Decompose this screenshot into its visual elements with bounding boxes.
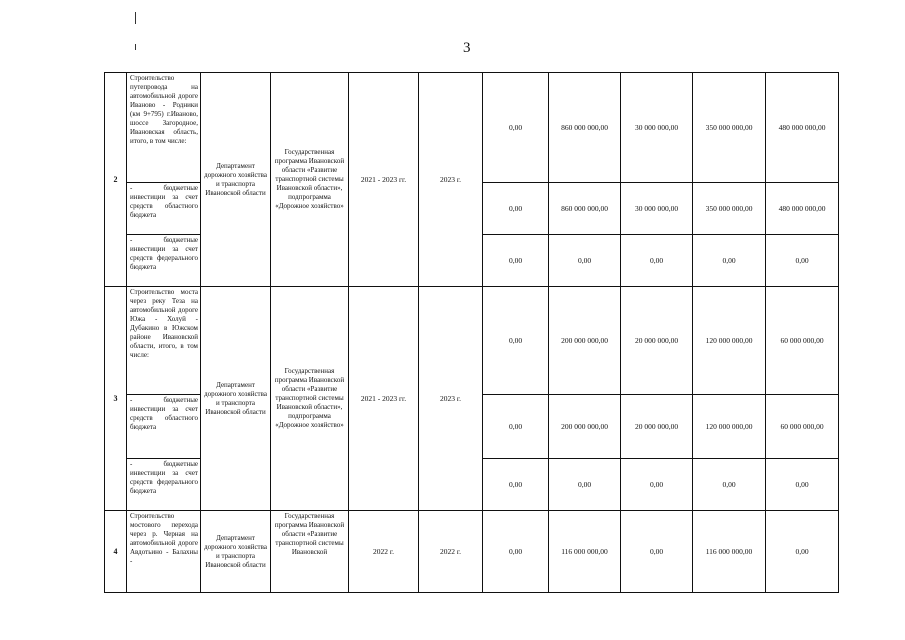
value-cell: 0,00 (483, 395, 549, 459)
value-cell: 116 000 000,00 (693, 511, 766, 593)
period-cell: 2022 г. (349, 511, 419, 593)
value-cell: 120 000 000,00 (693, 395, 766, 459)
object-name-cell: - бюджетные инвестиции за счет средств областного бюджета (127, 183, 201, 235)
row-number: 4 (105, 511, 127, 593)
value-cell: 20 000 000,00 (621, 287, 693, 395)
object-name-cell: - бюджетные инвестиции за счет средств федерального бюджета (127, 235, 201, 287)
object-name-cell: Строительство мостового перехода через р. Черная на автомобильной дороге Авдотьино - Балахны - (127, 511, 201, 593)
value-cell: 200 000 000,00 (549, 395, 621, 459)
value-cell: 0,00 (693, 459, 766, 511)
department-cell: Департамент дорожного хозяйства и транспорта Ивановской области (201, 511, 271, 593)
program-cell: Государственная программа Ивановской области «Развитие транспортной системы Ивановской (271, 511, 349, 593)
value-cell: 0,00 (483, 235, 549, 287)
value-cell: 350 000 000,00 (693, 183, 766, 235)
value-cell: 0,00 (483, 287, 549, 395)
value-cell: 116 000 000,00 (549, 511, 621, 593)
value-cell: 0,00 (483, 511, 549, 593)
year-cell: 2023 г. (419, 73, 483, 287)
value-cell: 0,00 (549, 235, 621, 287)
program-cell: Государственная программа Ивановской области «Развитие транспортной системы Ивановской области», подпрограмма «Дорожное хозяйство» (271, 287, 349, 511)
value-cell: 0,00 (483, 183, 549, 235)
value-cell: 0,00 (766, 511, 839, 593)
value-cell: 0,00 (621, 235, 693, 287)
object-name-cell: - бюджетные инвестиции за счет средств федерального бюджета (127, 459, 201, 511)
value-cell: 480 000 000,00 (766, 73, 839, 183)
row-number: 2 (105, 73, 127, 287)
year-cell: 2023 г. (419, 287, 483, 511)
scan-artifact-mark (135, 12, 136, 24)
table-row (105, 511, 839, 593)
value-cell: 350 000 000,00 (693, 73, 766, 183)
department-cell: Департамент дорожного хозяйства и транспорта Ивановской области (201, 73, 271, 287)
table-row (105, 287, 839, 395)
page-number: 3 (463, 40, 471, 56)
value-cell: 200 000 000,00 (549, 287, 621, 395)
table-row (105, 73, 839, 183)
scan-artifact-mark (135, 44, 136, 50)
object-name-cell: - бюджетные инвестиции за счет средств областного бюджета (127, 395, 201, 459)
value-cell: 120 000 000,00 (693, 287, 766, 395)
value-cell: 0,00 (483, 73, 549, 183)
object-name-cell: Строительство моста через реку Теза на автомобильной дороге Южа - Холуй - Дубакино в Южском районе Ивановской области, итого, в том числе: (127, 287, 201, 395)
period-cell: 2021 - 2023 гг. (349, 287, 419, 511)
value-cell: 860 000 000,00 (549, 183, 621, 235)
value-cell: 860 000 000,00 (549, 73, 621, 183)
value-cell: 30 000 000,00 (621, 73, 693, 183)
value-cell: 0,00 (549, 459, 621, 511)
value-cell: 0,00 (621, 459, 693, 511)
value-cell: 60 000 000,00 (766, 395, 839, 459)
value-cell: 0,00 (766, 235, 839, 287)
value-cell: 480 000 000,00 (766, 183, 839, 235)
value-cell: 0,00 (483, 459, 549, 511)
row-number: 3 (105, 287, 127, 511)
value-cell: 0,00 (621, 511, 693, 593)
value-cell: 60 000 000,00 (766, 287, 839, 395)
value-cell: 0,00 (766, 459, 839, 511)
year-cell: 2022 г. (419, 511, 483, 593)
program-cell: Государственная программа Ивановской области «Развитие транспортной системы Ивановской области», подпрограмма «Дорожное хозяйство» (271, 73, 349, 287)
department-cell: Департамент дорожного хозяйства и транспорта Ивановской области (201, 287, 271, 511)
object-name-cell: Строительство путепровода на автомобильной дороге Иваново - Родники (км 9+795) г.Иваново, шоссе Загородное, Ивановская область, итого, в том числе: (127, 73, 201, 183)
value-cell: 20 000 000,00 (621, 395, 693, 459)
value-cell: 0,00 (693, 235, 766, 287)
value-cell: 30 000 000,00 (621, 183, 693, 235)
period-cell: 2021 - 2023 гг. (349, 73, 419, 287)
budget-table (104, 72, 839, 593)
